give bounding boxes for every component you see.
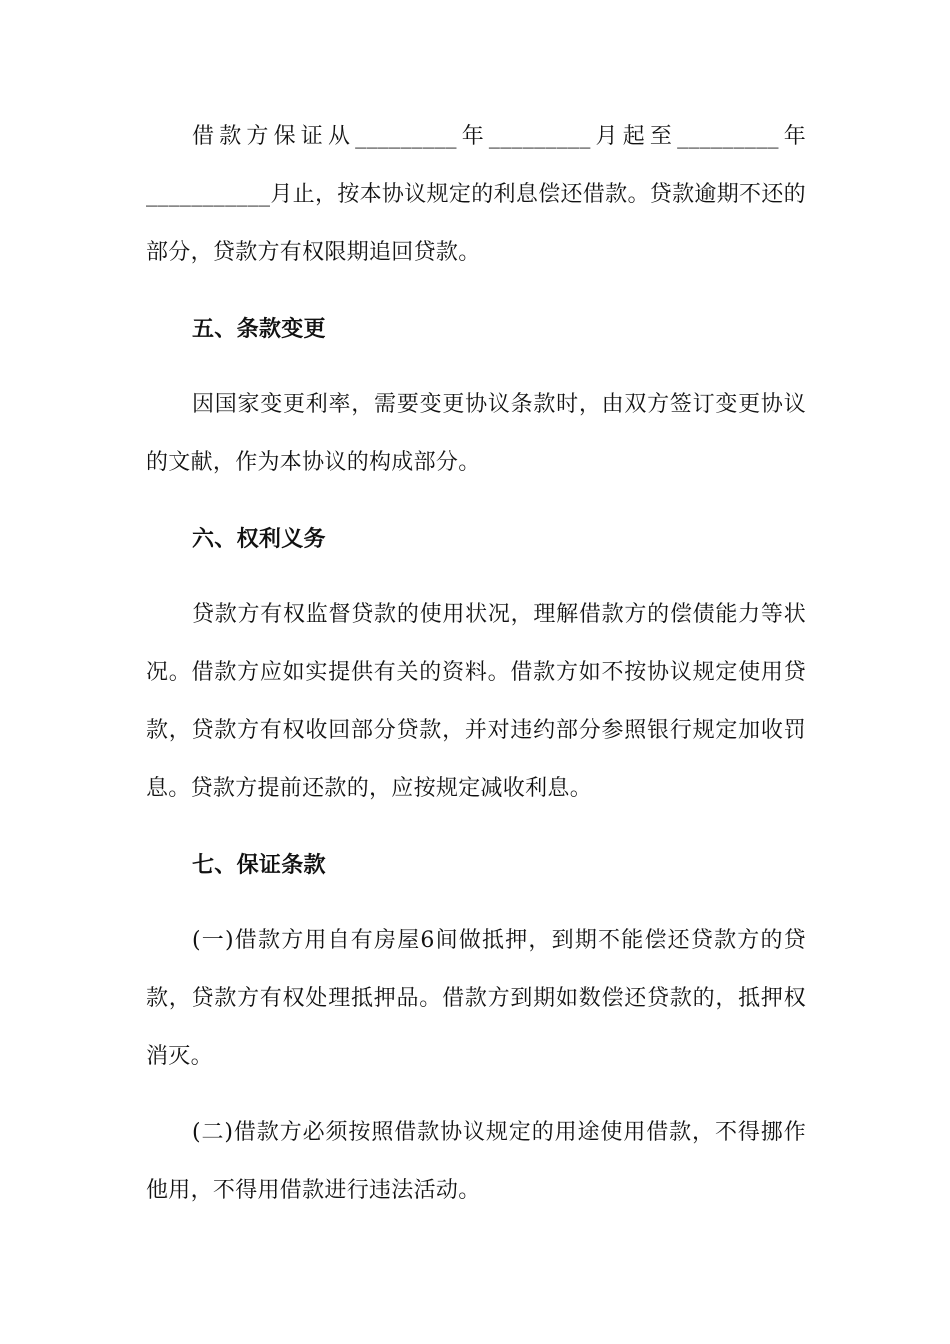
section-heading-rights-obligations: 六、权利义务 — [192, 526, 326, 552]
guarantee-clause-item-1: (一)借款方用自有房屋6间做抵押，到期不能偿还贷款方的贷款，贷款方有权处理抵押品。借款方到期如数偿还贷款的，抵押权消灭。 — [146, 928, 806, 1069]
rights-obligations-paragraph: 贷款方有权监督贷款的使用状况，理解借款方的偿债能力等状况。借款方应如实提供有关的资料。借款方如不按协议规定使用贷款，贷款方有权收回部分贷款，并对违约部分参照银行规定加收罚息。贷款方提前还款的，应按规定减收利息。 — [146, 602, 806, 801]
repayment-guarantee-paragraph: 借款方保证从_________年_________月起至_________年___________月止，按本协议规定的利息偿还借款。贷款逾期不还的部分，贷款方有权限期追回贷款。 — [146, 124, 806, 265]
terms-change-paragraph: 因国家变更利率，需要变更协议条款时，由双方签订变更协议的文献，作为本协议的构成部分。 — [146, 392, 806, 475]
guarantee-clause-item-2: (二)借款方必须按照借款协议规定的用途使用借款，不得挪作他用，不得用借款进行违法活动。 — [146, 1120, 806, 1203]
document-body — [146, 108, 806, 1238]
section-heading-terms-change: 五、条款变更 — [192, 316, 326, 342]
section-heading-guarantee-clause: 七、保证条款 — [192, 852, 326, 878]
